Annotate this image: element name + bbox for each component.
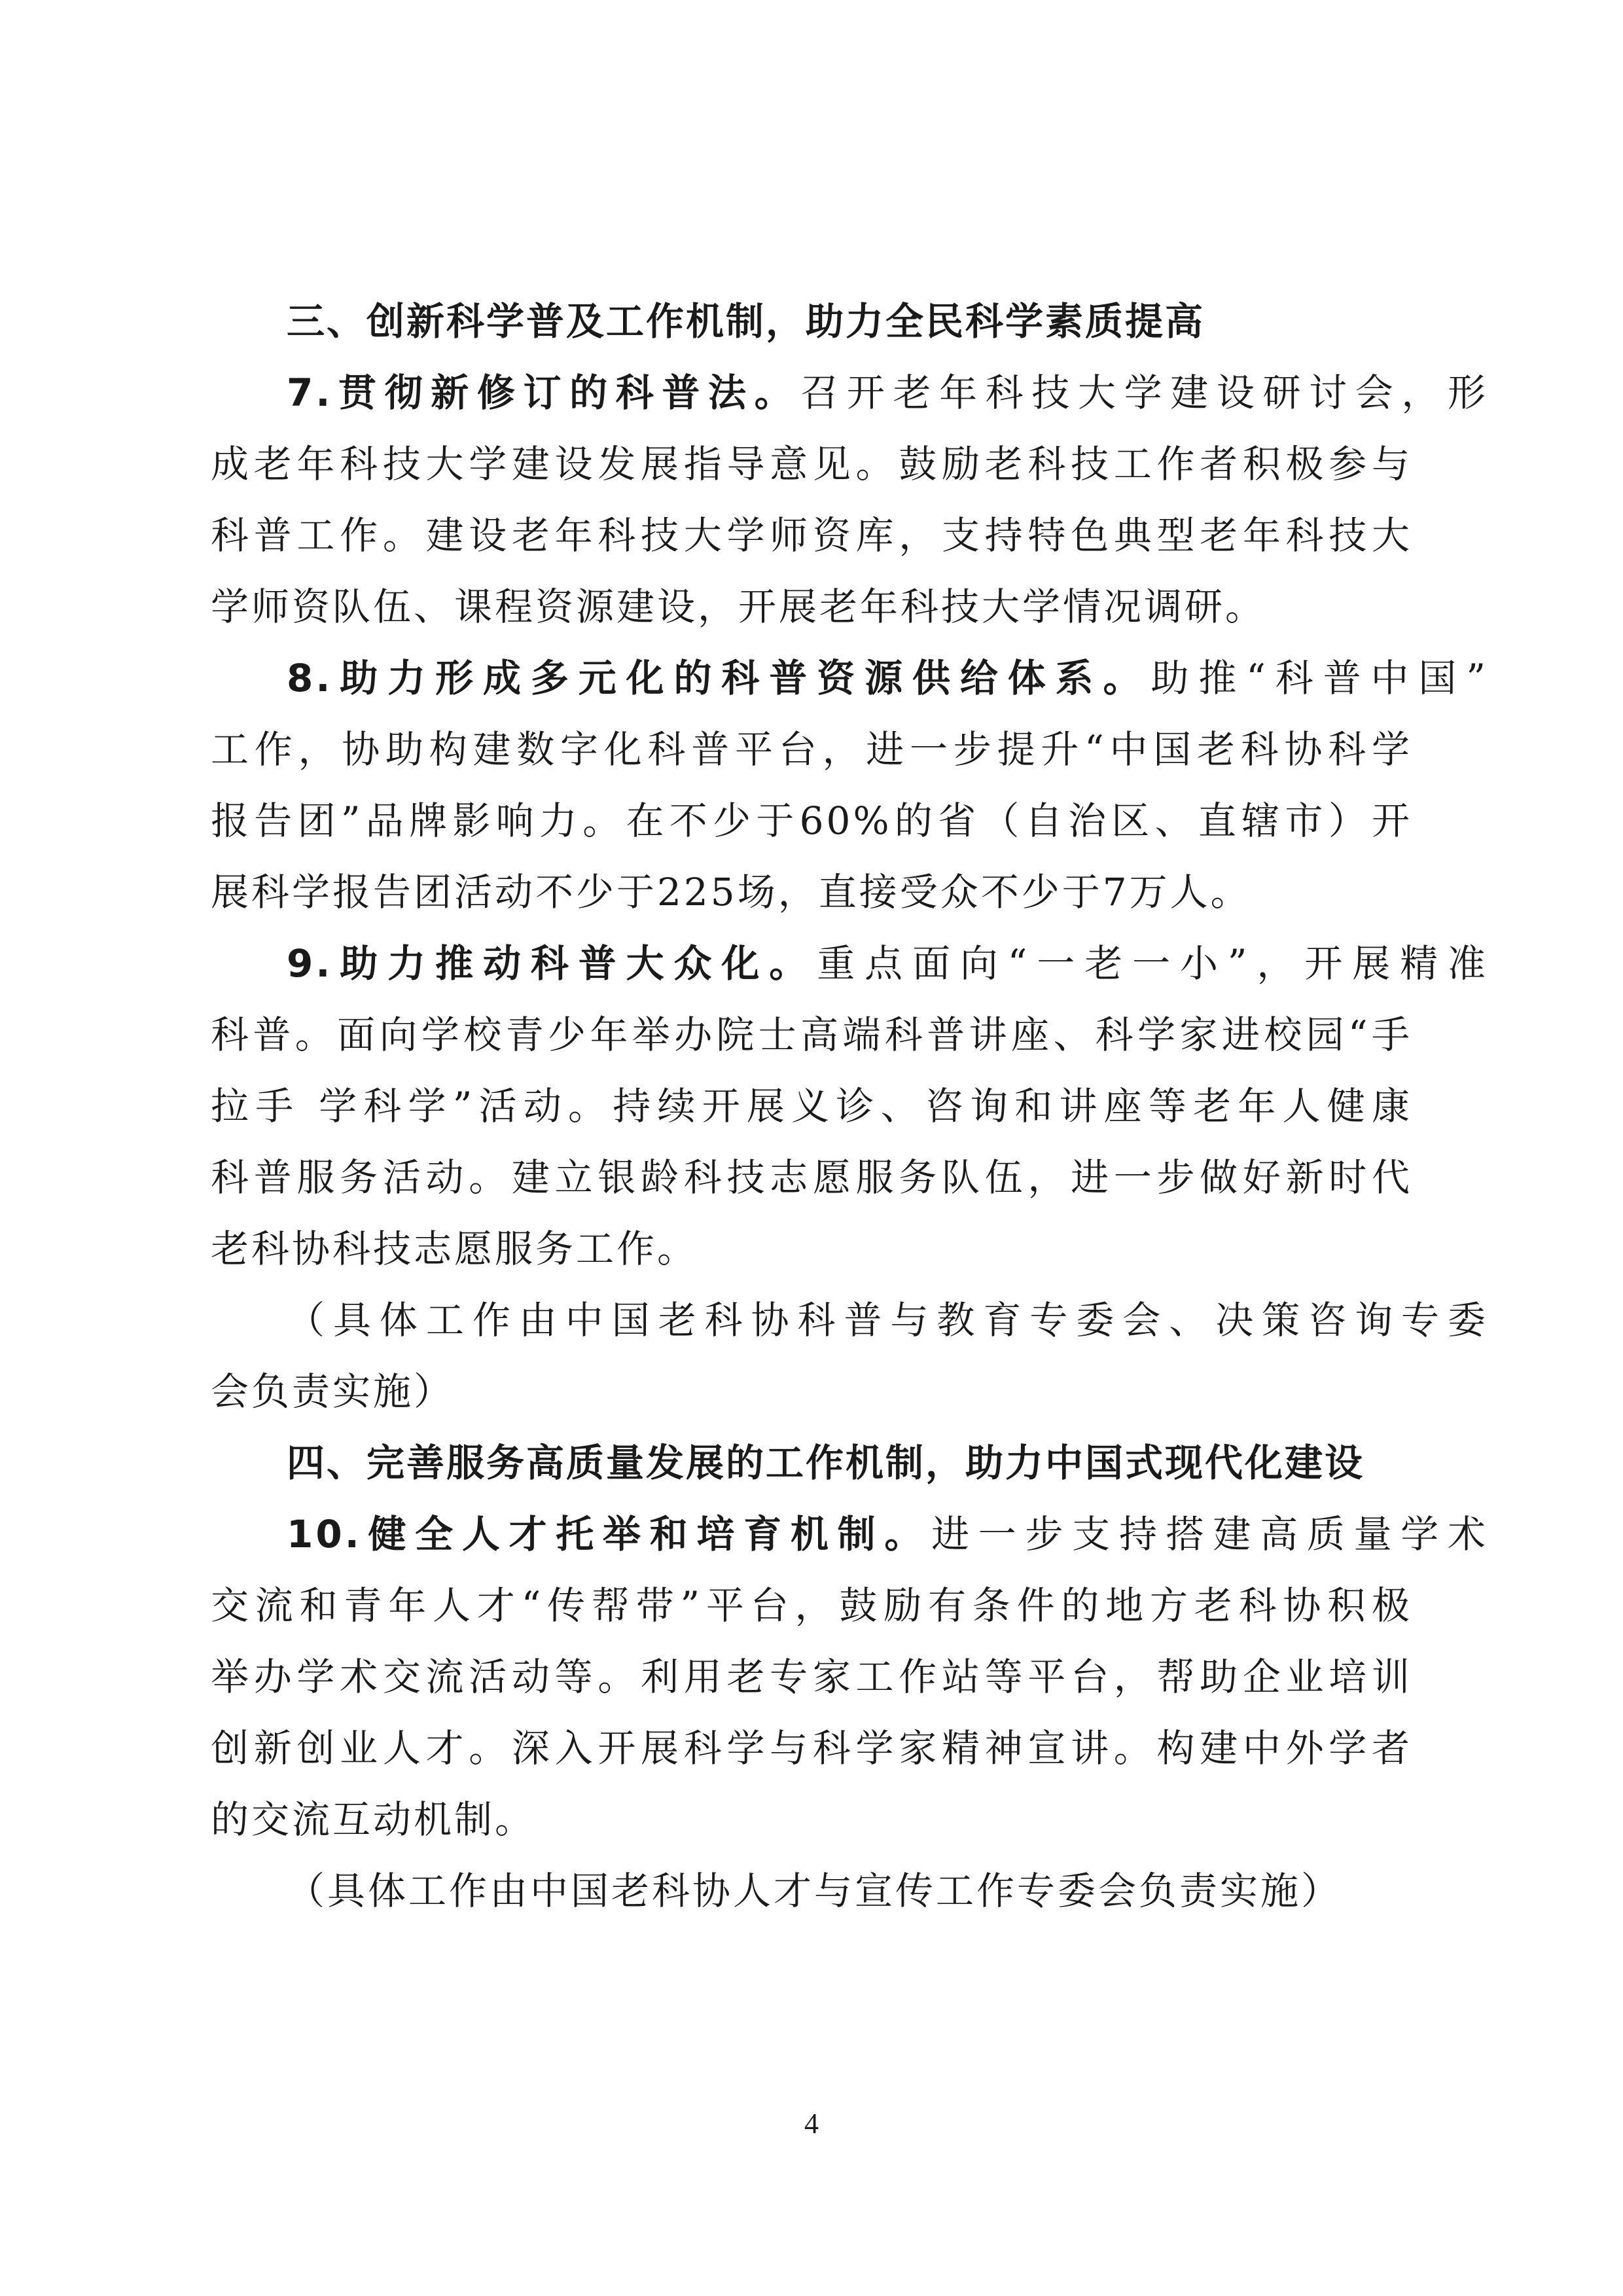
item-title: 8.助力形成多元化的科普资源供给体系。 (287, 656, 1151, 700)
item-paragraph (211, 934, 1488, 993)
text-line: 老科协科技志愿服务工作。 (211, 1227, 698, 1271)
text-line: 创新创业人才。深入开展科学与科学家精神宣讲。构建中外学者 (211, 1726, 1412, 1770)
item-text: 召开老年科技大学建设研讨会，形 (800, 370, 1488, 415)
item-title: 9.助力推动科普大众化。 (287, 941, 817, 986)
text-line: 举办学术交流活动等。利用老专家工作站等平台，帮助企业培训 (211, 1655, 1412, 1699)
responsibility-note: （具体工作由中国老科协科普与教育专委会、决策咨询专委 (287, 1298, 1488, 1342)
responsibility-note: 会负责实施） (211, 1369, 455, 1414)
item-text: 重点面向“一老一小”，开展精准 (817, 941, 1488, 986)
page-number: 4 (804, 2108, 819, 2140)
text-line: 科普工作。建设老年科技大学师资库，支持特色典型老年科技大 (211, 513, 1412, 558)
text-line: 学师资队伍、课程资源建设，开展老年科技大学情况调研。 (211, 584, 1266, 629)
item-paragraph (211, 1505, 1488, 1564)
section-heading: 三、创新科学普及工作机制，助力全民科学素质提高 (287, 299, 1205, 344)
section-heading: 四、完善服务高质量发展的工作机制，助力中国式现代化建设 (287, 1441, 1365, 1485)
text-line: 成老年科技大学建设发展指导意见。鼓励老科技工作者积极参与 (211, 442, 1412, 486)
text-line: 的交流互动机制。 (211, 1797, 536, 1842)
text-line: 科普服务活动。建立银龄科技志愿服务队伍，进一步做好新时代 (211, 1155, 1412, 1200)
text-line: 工作，协助构建数字化科普平台，进一步提升“中国老科协科学 (211, 727, 1412, 772)
item-title: 10.健全人才托举和培育机制。 (287, 1512, 932, 1556)
text-line: 展科学报告团活动不少于225场，直接受众不少于7万人。 (211, 870, 1251, 914)
text-line: 交流和青年人才“传帮带”平台，鼓励有条件的地方老科协积极 (211, 1583, 1412, 1628)
responsibility-note: （具体工作由中国老科协人才与宣传工作专委会负责实施） (287, 1869, 1342, 1913)
text-line: 拉手 学科学”活动。持续开展义诊、咨询和讲座等老年人健康 (211, 1084, 1412, 1128)
item-text: 助推“科普中国” (1150, 656, 1488, 700)
item-title: 7.贯彻新修订的科普法。 (287, 370, 801, 415)
text-line: 报告团”品牌影响力。在不少于60%的省（自治区、直辖市）开 (211, 798, 1412, 843)
item-paragraph (211, 363, 1488, 422)
text-line: 科普。面向学校青少年举办院士高端科普讲座、科学家进校园“手 (211, 1013, 1412, 1057)
item-text: 进一步支持搭建高质量学术 (931, 1512, 1488, 1556)
item-paragraph (211, 649, 1488, 708)
